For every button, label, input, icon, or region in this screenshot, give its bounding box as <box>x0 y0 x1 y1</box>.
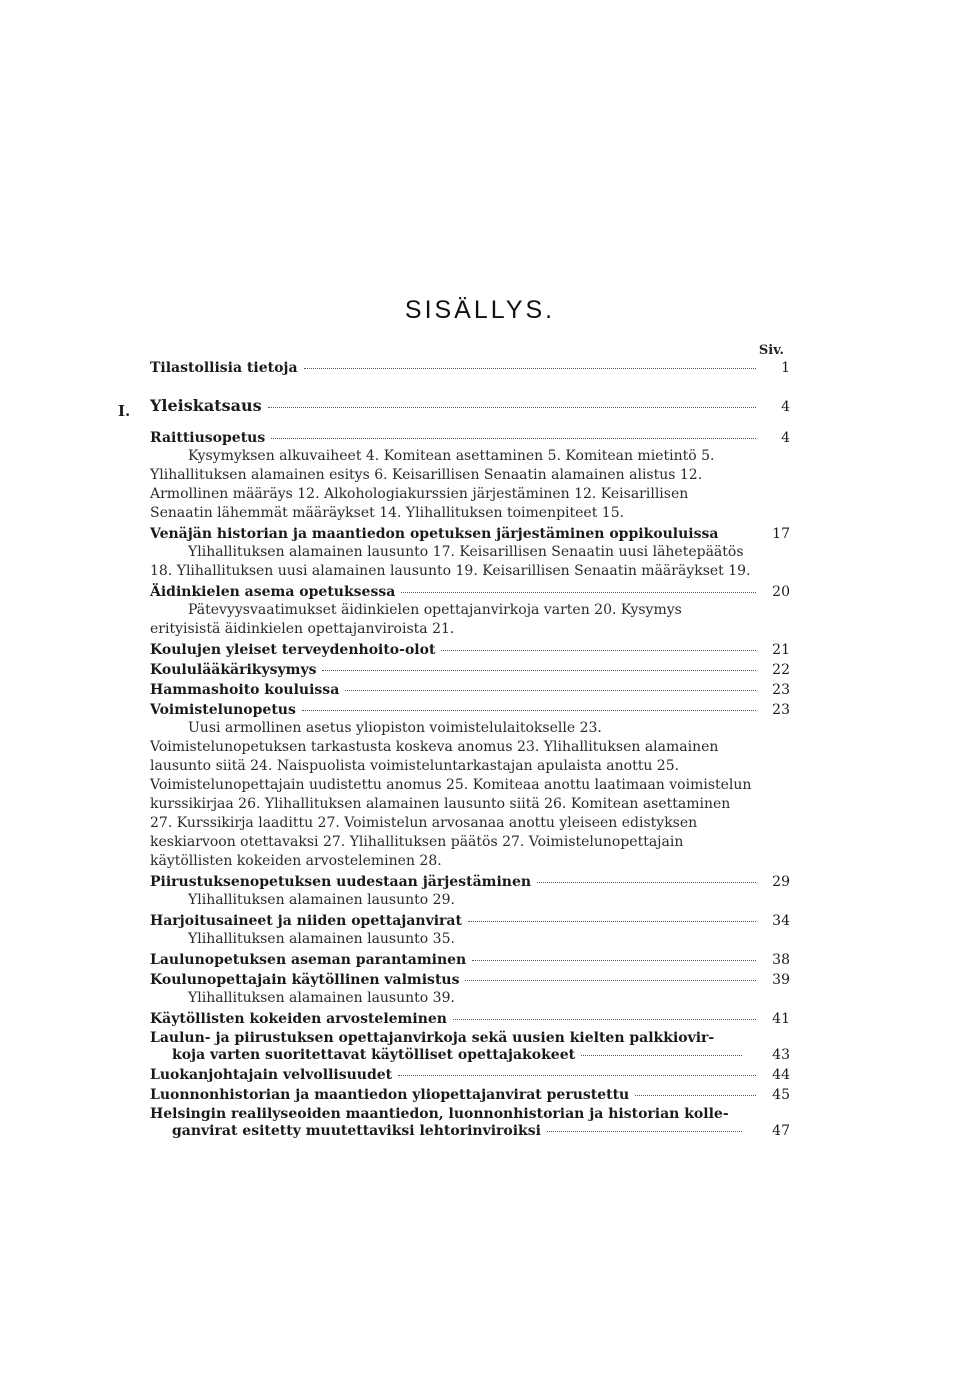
toc-page: 43 <box>772 1047 790 1063</box>
toc-entry-aidinkielen <box>150 584 790 601</box>
leader-dots <box>581 1055 742 1056</box>
leader-dots <box>465 980 756 981</box>
toc-label-line1: Laulun- ja piirustuksen opettajanvirkoja sekä uusien kielten palkkiovir- <box>150 1030 715 1046</box>
toc-entry-voimistelu <box>150 702 790 719</box>
toc-label: Venäjän historian ja maantiedon opetuksen järjestäminen oppikouluissa <box>150 526 719 542</box>
toc-entry-laulun-piirustus <box>150 1030 790 1064</box>
toc-label: Koululääkärikysymys <box>150 662 317 678</box>
toc-entry-yleiskatsaus <box>150 397 790 416</box>
toc-page: 39 <box>772 972 790 988</box>
toc-page: 23 <box>772 682 790 698</box>
toc-page: 21 <box>772 642 790 658</box>
toc-label: Piirustuksenopetuksen uudestaan järjestäminen <box>150 874 532 890</box>
toc-label: Luokanjohtajain velvollisuudet <box>150 1067 393 1083</box>
toc-entry-luonnonhistorian <box>150 1087 790 1104</box>
leader-dots <box>472 960 756 961</box>
toc-label-line1: Helsingin realilyseoiden maantiedon, luonnonhistorian ja historian kolle- <box>150 1106 729 1122</box>
toc-entry-piirustus <box>150 874 790 891</box>
toc-entry-kaytollisten <box>150 1011 790 1028</box>
leader-dots <box>401 592 756 593</box>
toc-subentries: Kysymyksen alkuvaiheet 4. Komitean asettaminen 5. Komitean mietintö 5. Ylihallituksen alamainen esitys 6. Keisarillisen Senaatin alamainen alistus 12. Armollinen määräys 12. Alkohologiakurssien järjestäminen 12. Keisarillisen Senaatin lähemmät määräykset 14. Ylihallituksen toimenpiteet 15. <box>150 448 715 521</box>
toc-page: 41 <box>772 1011 790 1027</box>
toc-entry-luokanjohtajain <box>150 1067 790 1084</box>
toc-label: Koulunopettajain käytöllinen valmistus <box>150 972 460 988</box>
toc-label: Laulunopetuksen aseman parantaminen <box>150 952 467 968</box>
toc-subentries: Ylihallituksen alamainen lausunto 17. Keisarillisen Senaatin uusi lähetepäätös 18. Ylihallituksen uusi alamainen lausunto 19. Keisarillisen Senaatin määräykset 19. <box>150 544 751 579</box>
toc-entry-tilastollisia <box>150 360 790 377</box>
section-roman-numeral: I. <box>118 402 131 420</box>
toc-label: Tilastollisia tietoja <box>150 360 298 376</box>
toc-entry-laulu <box>150 952 790 969</box>
leader-dots <box>398 1075 756 1076</box>
leader-dots <box>345 690 756 691</box>
leader-dots <box>271 438 756 439</box>
toc-subentries: Ylihallituksen alamainen lausunto 35. <box>188 931 455 947</box>
toc-label: Käytöllisten kokeiden arvosteleminen <box>150 1011 447 1027</box>
toc-page: 1 <box>781 360 790 376</box>
toc-label: Harjoitusaineet ja niiden opettajanvirat <box>150 913 462 929</box>
toc-entry-koulunopettajain <box>150 972 790 989</box>
leader-dots <box>537 882 756 883</box>
toc-page: 38 <box>772 952 790 968</box>
toc-label: Luonnonhistorian ja maantiedon yliopettajanvirat perustettu <box>150 1087 630 1103</box>
toc-page: 4 <box>781 399 790 415</box>
toc-page: 4 <box>781 430 790 446</box>
toc-page: 23 <box>772 702 790 718</box>
toc-label: Hammashoito kouluissa <box>150 682 340 698</box>
toc-page: 20 <box>772 584 790 600</box>
toc-label: Yleiskatsaus <box>150 396 262 415</box>
leader-dots <box>635 1095 756 1096</box>
toc-entry-raittiusopetus <box>150 430 790 447</box>
toc-label-line2: ganvirat esitetty muutettaviksi lehtorinviroiksi <box>172 1123 541 1139</box>
leader-dots <box>322 670 756 671</box>
leader-dots <box>453 1019 756 1020</box>
leader-dots <box>304 368 756 369</box>
toc-label: Raittiusopetus <box>150 430 266 446</box>
leader-dots <box>302 710 756 711</box>
toc-label: Äidinkielen asema opetuksessa <box>150 584 396 600</box>
toc-subentries: Uusi armollinen asetus yliopiston voimistelulaitokselle 23. Voimistelunopetuksen tarkastusta koskeva anomus 23. Ylihallituksen alamainen lausunto siitä 24. Naispuolista voimisteluntarkastajan apulaista anottu 25. Voimistelunopettajain uudistettu anomus 25. Komiteaa anottu laatimaan voimistelun kurssikirjaa 26. Ylihallituksen alamainen lausunto siitä 26. Komitean asettaminen 27. Kurssikirja laadittu 27. Voimistelun arvosanaa anottu yleiseen edistyksen keskiarvoon otettavaksi 27. Ylihallituksen päätös 27. Voimistelunopettajain käytöllisten kokeiden arvosteleminen 28. <box>150 720 752 869</box>
toc-entry-koulujen <box>150 642 790 659</box>
toc-entry-koululaakari <box>150 662 790 679</box>
leader-dots <box>268 407 756 408</box>
toc-subentries: Pätevyysvaatimukset äidinkielen opettajanvirkoja varten 20. Kysymys erityisistä äidinkielen opettajanviroista 21. <box>150 602 682 637</box>
toc-page: 29 <box>772 874 790 890</box>
toc-subentries: Ylihallituksen alamainen lausunto 39. <box>188 990 455 1006</box>
toc-page: 17 <box>772 526 790 542</box>
toc-entry-venajan <box>150 526 790 543</box>
page-title: SISÄLLYS. <box>404 296 556 324</box>
toc-subentries: Ylihallituksen alamainen lausunto 29. <box>188 892 455 908</box>
leader-dots <box>468 921 756 922</box>
toc-entry-harjoitus <box>150 913 790 930</box>
toc-page: 47 <box>772 1123 790 1139</box>
toc-entry-helsingin <box>150 1106 790 1140</box>
toc-label-line2: koja varten suoritettavat käytölliset opettajakokeet <box>172 1047 576 1063</box>
page-column-label: Siv. <box>758 343 784 358</box>
leader-dots <box>441 650 756 651</box>
toc-page: 44 <box>772 1067 790 1083</box>
toc-page: 34 <box>772 913 790 929</box>
table-of-contents <box>150 360 790 1140</box>
toc-label: Voimistelunopetus <box>150 702 296 718</box>
leader-dots <box>547 1131 742 1132</box>
toc-entry-hammashoito <box>150 682 790 699</box>
toc-page: 45 <box>772 1087 790 1103</box>
toc-page: 22 <box>772 662 790 678</box>
toc-label: Koulujen yleiset terveydenhoito-olot <box>150 642 436 658</box>
